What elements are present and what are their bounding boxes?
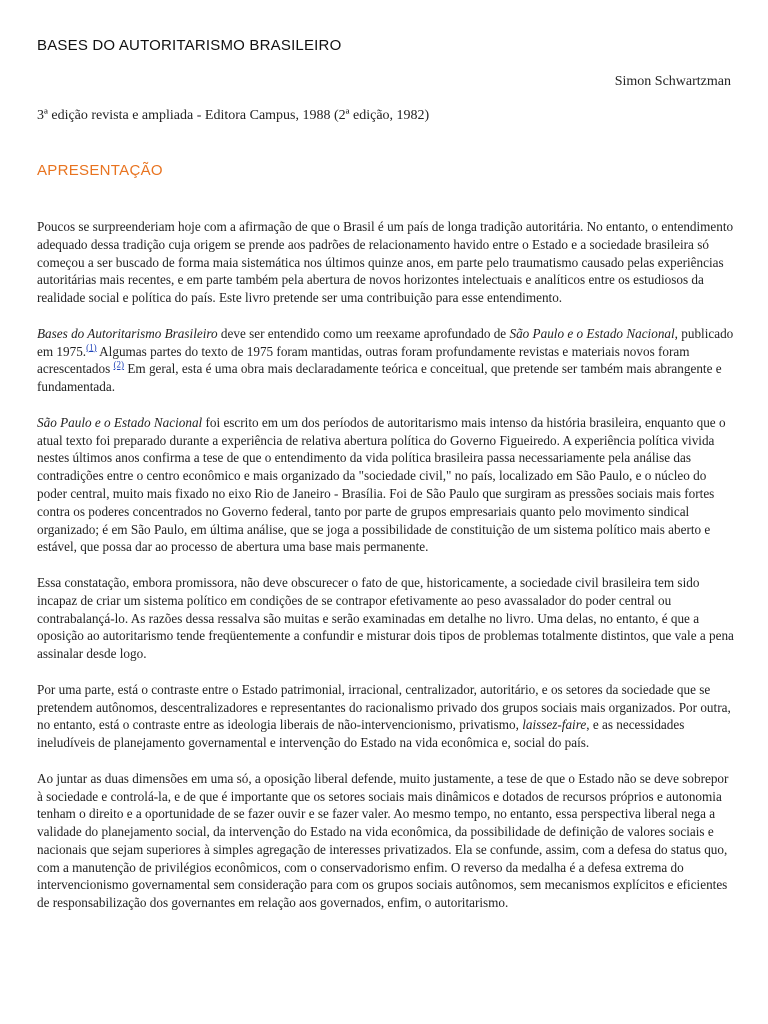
body-text [37, 218, 734, 930]
paragraph-5 [37, 681, 734, 752]
edition-info: 3ª edição revista e ampliada - Editora Campus, 1988 (2ª edição, 1982) [37, 108, 430, 123]
paragraph-4: Essa constatação, embora promissora, não deve obscurecer o fato de que, historicamente, a sociedade civil brasileira tem sido incapaz de criar um sistema político em condições de se contrapor efetivamente ao peso avassalador do poder central ou contrabalançá-lo. As razões dessa ressalva são muitas e serão examinadas em detalhe no livro. Uma delas, no entanto, é que a oposição ao autoritarismo tende freqüentemente a confundir e misturar dois tipos de problemas totalmente distintos, que vale a pena assinalar desde logo. [37, 574, 734, 662]
paragraph-text: Algumas partes do texto de 1975 foram mantidas, outras foram profundamente revistas e materiais novos foram acrescentados [37, 343, 690, 377]
book-title-reference: São Paulo e o Estado Nacional [37, 414, 203, 430]
paragraph-text: Por uma parte, está o contraste entre o Estado patrimonial, irracional, centralizador, autoritário, e os setores da sociedade que se pretendem autônomos, descentralizadores e representantes do racionalismo privado dos grupos sociais mais organizados. Por outra, no entanto, está o contraste entre as ideologia liberais de não-intervencionismo, privatismo, [37, 681, 731, 733]
book-title: BASES DO AUTORITARISMO BRASILEIRO [37, 37, 342, 54]
paragraph-text: foi escrito em um dos períodos de autoritarismo mais intenso da história brasileira, enquanto que o atual texto foi preparado durante a experiência de relativa abertura política do Governo Figueiredo. A experiência política vivida nestes últimos anos confirma a tese de que o entendimento da vida política brasileira passa necessariamente pela análise das contradições entre o centro econômico e mais organizado da "sociedade civil," no país, localizado em São Paulo, e o núcleo do poder central, muito mais fixado no eixo Rio de Janeiro - Brasília. Foi de São Paulo que surgiram as pressões sociais mais fortes contra os poderes concentrados no Governo federal, tanto por parte de grupos empresariais quanto pelo movimento sindical organizado; é em São Paulo, em última análise, que se joga a possibilidade de constituição de um sistema político mais aberto e estável, que possa dar ao processo de abertura uma base mais permanente. [37, 414, 726, 555]
paragraph-1: Poucos se surpreenderiam hoje com a afirmação de que o Brasil é um país de longa tradição autoritária. No entanto, o entendimento adequado dessa tradição cuja origem se prende aos padrões de relacionamento havido entre o Estado e a sociedade brasileira só começou a ser buscado de forma maia sistemática nos últimos quinze anos, em parte pelo traumatismo causado pelas experiências autoritárias mais recentes, e em parte também pela abertura de novos horizontes intelectuais e analíticos entre os estudiosos da realidade social e política do país. Este livro pretende ser uma contribuição para esse entendimento. [37, 219, 734, 306]
author-name: Simon Schwartzman [614, 74, 731, 89]
footnote-link-2[interactable]: (2) [113, 359, 125, 370]
paragraph-2 [37, 325, 734, 396]
section-title: APRESENTAÇÃO [37, 162, 163, 179]
book-title-reference: São Paulo e o Estado Nacional [509, 325, 675, 341]
paragraph-text: deve ser entendido como um reexame aprofundado de [217, 325, 510, 341]
paragraph-text: , publicado em 1975. [37, 325, 734, 359]
paragraph-3 [37, 414, 734, 556]
italic-term: laissez-faire [522, 717, 587, 733]
paragraph-6: Ao juntar as duas dimensões em uma só, a oposição liberal defende, muito justamente, a tese de que o Estado não se deve sobrepor à sociedade e controlá-la, e de que é importante que os setores sociais mais dinâmicos e dotados de recursos próprios e autonomia tenham o direito e a oportunidade de se fazer ouvir e se fazer valer. Ao mesmo tempo, no entanto, essa perspectiva liberal nega a validade do planejamento social, da intervenção do Estado na vida econômica, da possibilidade de definição de valores sociais e nacionais que sejam superiores à simples agregação de interesses privatizados. Ela se confunde, assim, com a defesa do status quo, com a manutenção de privilégios econômicos, com o conservadorismo enfim. O reverso da medalha é a defesa extrema do intervencionismo governamental sem consideração para com os grupos sociais autônomos, sem mecanismos explícitos e eficientes de responsabilização dos governantes em relação aos governados, enfim, o autoritarismo. [37, 770, 729, 911]
footnote-link-1[interactable]: (1) [86, 342, 97, 353]
book-title-reference: Bases do Autoritarismo Brasileiro [37, 325, 218, 341]
paragraph-text: Em geral, esta é uma obra mais declaradamente teórica e conceitual, que pretende ser também mais abrangente e fundamentada. [37, 361, 722, 395]
paragraph-text: , e as necessidades ineludíveis de planejamento governamental e intervenção do Estado na vida econômica e, social do país. [37, 717, 685, 751]
